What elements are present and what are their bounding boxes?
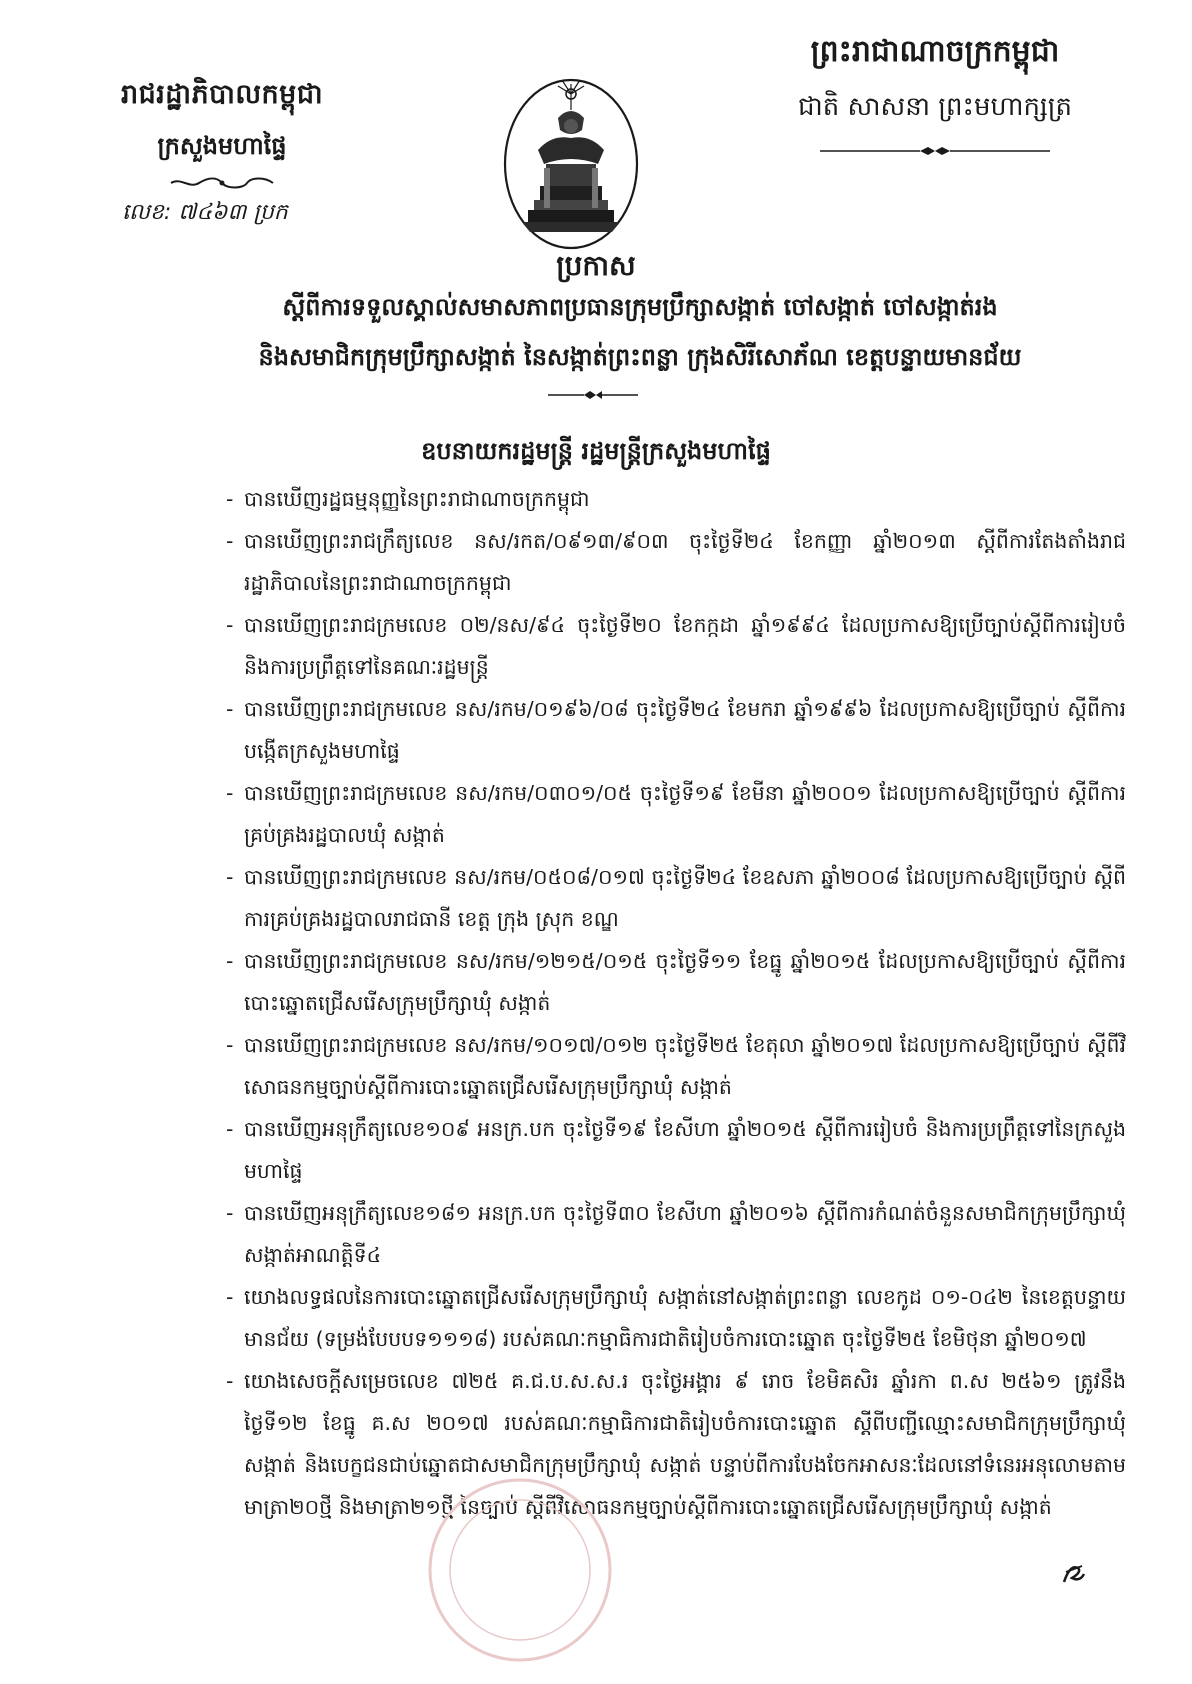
issuer-header [92, 78, 352, 194]
list-item: - យោងសេចក្តីសម្រេចលេខ ៧២៥ គ.ជ.ប.ស.ស.រ ចុះថ្ងៃអង្គារ ៩ រោច ខែមិគសិរ ឆ្នាំរកា ព.ស ២៥៦១ ត្រូវនឹងថ្ងៃទី១២ ខែធ្នូ គ.ស ២០១៧ របស់គណៈកម្មាធិការជាតិរៀបចំការបោះឆ្នោត ស្តីពីបញ្ជីឈ្មោះសមាជិកក្រុមប្រឹក្សាឃុំ សង្កាត់ និងបេក្ខជនជាប់ឆ្នោតជាសមាជិកក្រុមប្រឹក្សាឃុំ សង្កាត់ បន្ទាប់ពីការបែងចែកអាសនៈដែលនៅទំនេរអនុលោមតាមមាត្រា២០ថ្មី និងមាត្រា២១ថ្មី នៃច្បាប់ ស្តីពីវិសោធនកម្មច្បាប់ស្តីពីការបោះឆ្នោតជ្រើសរើសក្រុមប្រឹក្សាឃុំ សង្កាត់ [226, 1360, 1126, 1528]
list-item: - បានឃើញព្រះរាជក្រមលេខ ០២/នស/៩៤ ចុះថ្ងៃទី២០ ខែកក្កដា ឆ្នាំ១៩៩៤ ដែលប្រកាសឱ្យប្រើច្បាប់ស្តីពីការរៀបចំ និងការប្រព្រឹត្តទៅនៃគណៈរដ្ឋមន្ត្រី [226, 604, 1126, 688]
list-item: - យោងលទ្ធផលនៃការបោះឆ្នោតជ្រើសរើសក្រុមប្រឹក្សាឃុំ សង្កាត់នៅសង្កាត់ព្រះពន្លា លេខកូដ ០១-០៤២ នៃខេត្តបន្ទាយមានជ័យ (ទម្រង់បែបបទ១១១៨) របស់គណៈកម្មាធិការជាតិរៀបចំការបោះឆ្នោត ចុះថ្ងៃទី២៥ ខែមិថុនា ឆ្នាំ២០១៧ [226, 1276, 1126, 1360]
faint-stamp-icon [420, 1470, 620, 1670]
list-item: - បានឃើញព្រះរាជក្រមលេខ នស/រកម/០១៩៦/០៨ ចុះថ្ងៃទី២៤ ខែមករា ឆ្នាំ១៩៩៦ ដែលប្រកាសឱ្យប្រើច្បាប់ ស្តីពីការបង្កើតក្រសួងមហាផ្ទៃ [226, 688, 1126, 772]
list-item: - បានឃើញព្រះរាជក្រមលេខ នស/រកម/១០១៧/០១២ ចុះថ្ងៃទី២៥ ខែតុលា ឆ្នាំ២០១៧ ដែលប្រកាសឱ្យប្រើច្បាប់ ស្តីពីវិសោធនកម្មច្បាប់ស្តីពីការបោះឆ្នោតជ្រើសរើសក្រុមប្រឹក្សាឃុំ សង្កាត់ [226, 1024, 1126, 1108]
list-item: - បានឃើញអនុក្រឹត្យលេខ១៨១ អនក្រ.បក ចុះថ្ងៃទី៣០ ខែសីហា ឆ្នាំ២០១៦ ស្តីពីការកំណត់ចំនួនសមាជិកក្រុមប្រឹក្សាឃុំ សង្កាត់អាណត្តិទី៤ [226, 1192, 1126, 1276]
government-name: រាជរដ្ឋាភិបាលកម្ពុជា [120, 79, 324, 110]
royal-emblem-icon [500, 68, 642, 250]
ornament-divider-icon [548, 390, 638, 400]
subject-line: និងសមាជិកក្រុមប្រឹក្សាសង្កាត់ នៃសង្កាត់ព្រះពន្លា ក្រុងសិរីសោភ័ណ ខេត្តបន្ទាយមានជ័យ [258, 343, 1022, 371]
legal-basis-list [226, 478, 1126, 1528]
national-motto: ជាតិ សាសនា ព្រះមហាក្សត្រ [798, 92, 1072, 122]
reference-number: លេខ: ៧៤៦៣ ប្រក [122, 200, 288, 225]
ornament-divider-icon [820, 146, 1050, 156]
list-item: - បានឃើញរដ្ឋធម្មនុញ្ញនៃព្រះរាជាណាចក្រកម្ពុជា [226, 478, 1126, 520]
list-item: - បានឃើញព្រះរាជក្រមលេខ នស/រកម/១២១៥/០១៥ ចុះថ្ងៃទី១១ ខែធ្នូ ឆ្នាំ២០១៥ ដែលប្រកាសឱ្យប្រើច្បាប់ ស្តីពីការបោះឆ្នោតជ្រើសរើសក្រុមប្រឹក្សាឃុំ សង្កាត់ [226, 940, 1126, 1024]
signatory-title: ឧបនាយករដ្ឋមន្ត្រី រដ្ឋមន្ត្រីក្រសួងមហាផ្ទៃ [421, 437, 771, 465]
document-type: ប្រកាស [556, 249, 636, 282]
list-item: - បានឃើញព្រះរាជក្រឹត្យលេខ នស/រកត/០៩១៣/៩០៣ ចុះថ្ងៃទី២៤ ខែកញ្ញា ឆ្នាំ២០១៣ ស្តីពីការតែងតាំងរាជរដ្ឋាភិបាលនៃព្រះរាជាណាចក្រកម្ពុជា [226, 520, 1126, 604]
list-item: - បានឃើញព្រះរាជក្រមលេខ នស/រកម/០៣០១/០៥ ចុះថ្ងៃទី១៩ ខែមីនា ឆ្នាំ២០០១ ដែលប្រកាសឱ្យប្រើច្បាប់ ស្តីពីការគ្រប់គ្រងរដ្ឋបាលឃុំ សង្កាត់ [226, 772, 1126, 856]
initial-mark-icon [1058, 1560, 1088, 1590]
kingdom-header [770, 32, 1100, 160]
list-item: - បានឃើញអនុក្រឹត្យលេខ១០៩ អនក្រ.បក ចុះថ្ងៃទី១៩ ខែសីហា ឆ្នាំ២០១៥ ស្តីពីការរៀបចំ និងការប្រព្រឹត្តទៅនៃក្រសួងមហាផ្ទៃ [226, 1108, 1126, 1192]
ministry-name: ក្រសួងមហាផ្ទៃ [157, 132, 287, 160]
document-subject [200, 282, 1080, 382]
ornament-divider-icon [167, 176, 277, 190]
list-item: - បានឃើញព្រះរាជក្រមលេខ នស/រកម/០៥០៨/០១៧ ចុះថ្ងៃទី២៤ ខែឧសភា ឆ្នាំ២០០៨ ដែលប្រកាសឱ្យប្រើច្បាប់ ស្តីពីការគ្រប់គ្រងរដ្ឋបាលរាជធានី ខេត្ត ក្រុង ស្រុក ខណ្ឌ [226, 856, 1126, 940]
subject-line: ស្តីពីការទទួលស្គាល់សមាសភាពប្រធានក្រុមប្រឹក្សាសង្កាត់ ចៅសង្កាត់ ចៅសង្កាត់រង [282, 293, 998, 321]
kingdom-name: ព្រះរាជាណាចក្រកម្ពុជា [810, 34, 1060, 69]
